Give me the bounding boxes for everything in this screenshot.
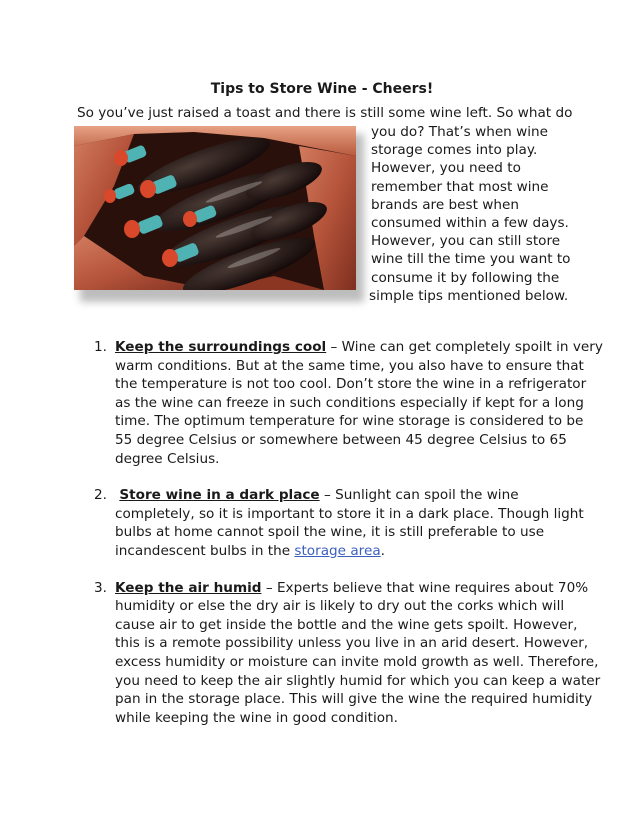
wine-bottles-photo	[74, 126, 356, 290]
intro-line: consume it by following the	[371, 269, 560, 286]
intro-first-line: So you’ve just raised a toast and there is still some wine left. So what do	[77, 105, 573, 121]
intro-line: you do? That’s when wine	[371, 124, 548, 140]
intro-line: However, you can still store	[371, 233, 561, 250]
tip-number: 2.	[94, 487, 107, 504]
document-title: Tips to Store Wine - Cheers!	[210, 81, 434, 97]
wine-photo-frame	[74, 126, 364, 302]
tip-text: – Experts believe that wine requires about 70%	[261, 579, 589, 596]
intro-line: storage comes into play.	[371, 142, 538, 159]
tip-line: while keeping the wine in good condition.	[115, 709, 398, 726]
tip-line: the temperature is not too cool. Don’t store the wine in a refrigerator	[115, 376, 587, 393]
tip-line: you need to keep the air slightly humid for which you can keep a water	[115, 672, 601, 689]
tip-text: .	[380, 542, 385, 559]
tip-line: cause air to get inside the bottle and the wine gets spoilt. However,	[115, 616, 578, 633]
tip-line: pan in the storage place. This will give the wine the required humidity	[115, 691, 593, 708]
tip-first-line	[115, 579, 589, 598]
tip-heading: Keep the air humid	[115, 579, 262, 596]
intro-line: brands are best when	[371, 196, 519, 213]
tip-line: 55 degree Celsius or somewhere between 45 degree Celsius to 65	[115, 431, 567, 448]
tip-first-line	[115, 486, 584, 505]
tip-line: bulbs at home cannot spoil the wine, it is still preferable to use	[115, 524, 545, 541]
intro-line: However, you need to	[371, 160, 521, 177]
tip-heading: Keep the surroundings cool	[115, 339, 327, 355]
intro-line: wine till the time you want to	[371, 251, 571, 268]
tip-item	[94, 338, 603, 468]
intro-line: simple tips mentioned below.	[369, 287, 569, 304]
intro-line: consumed within a few days.	[371, 215, 569, 232]
tip-line: humidity or else the dry air is likely to dry out the corks which will	[115, 598, 565, 615]
tip-text: incandescent bulbs in the	[115, 542, 295, 559]
intro-paragraph	[369, 123, 584, 305]
tip-number: 1.	[94, 339, 107, 355]
tip-last-line	[115, 542, 584, 561]
tip-line: warm conditions. But at the same time, you also have to ensure that	[115, 357, 584, 374]
tip-line: excess humidity or moisture can invite mold growth as well. Therefore,	[115, 653, 599, 670]
storage-area-link[interactable]: storage area	[294, 542, 381, 559]
tip-first-line	[115, 338, 603, 357]
tip-text: – Wine can get completely spoilt in very	[326, 339, 603, 355]
tip-line: completely, so it is important to store it in a dark place. Though light	[115, 505, 584, 522]
intro-line: remember that most wine	[371, 178, 549, 195]
tip-item	[94, 579, 601, 728]
tip-line: degree Celsius.	[115, 450, 220, 467]
tips-list	[94, 338, 603, 727]
tip-text: – Sunlight can spoil the wine	[319, 487, 519, 504]
tip-line: this is a remote possibility unless you live in an arid desert. However,	[115, 635, 589, 652]
tip-line: time. The optimum temperature for wine storage is considered to be	[115, 413, 584, 430]
tip-line: as the wine can freeze in such conditions especially if kept for a long	[115, 394, 584, 411]
tip-item	[94, 486, 584, 560]
tip-heading: Store wine in a dark place	[119, 487, 320, 504]
tip-number: 3.	[94, 579, 107, 596]
